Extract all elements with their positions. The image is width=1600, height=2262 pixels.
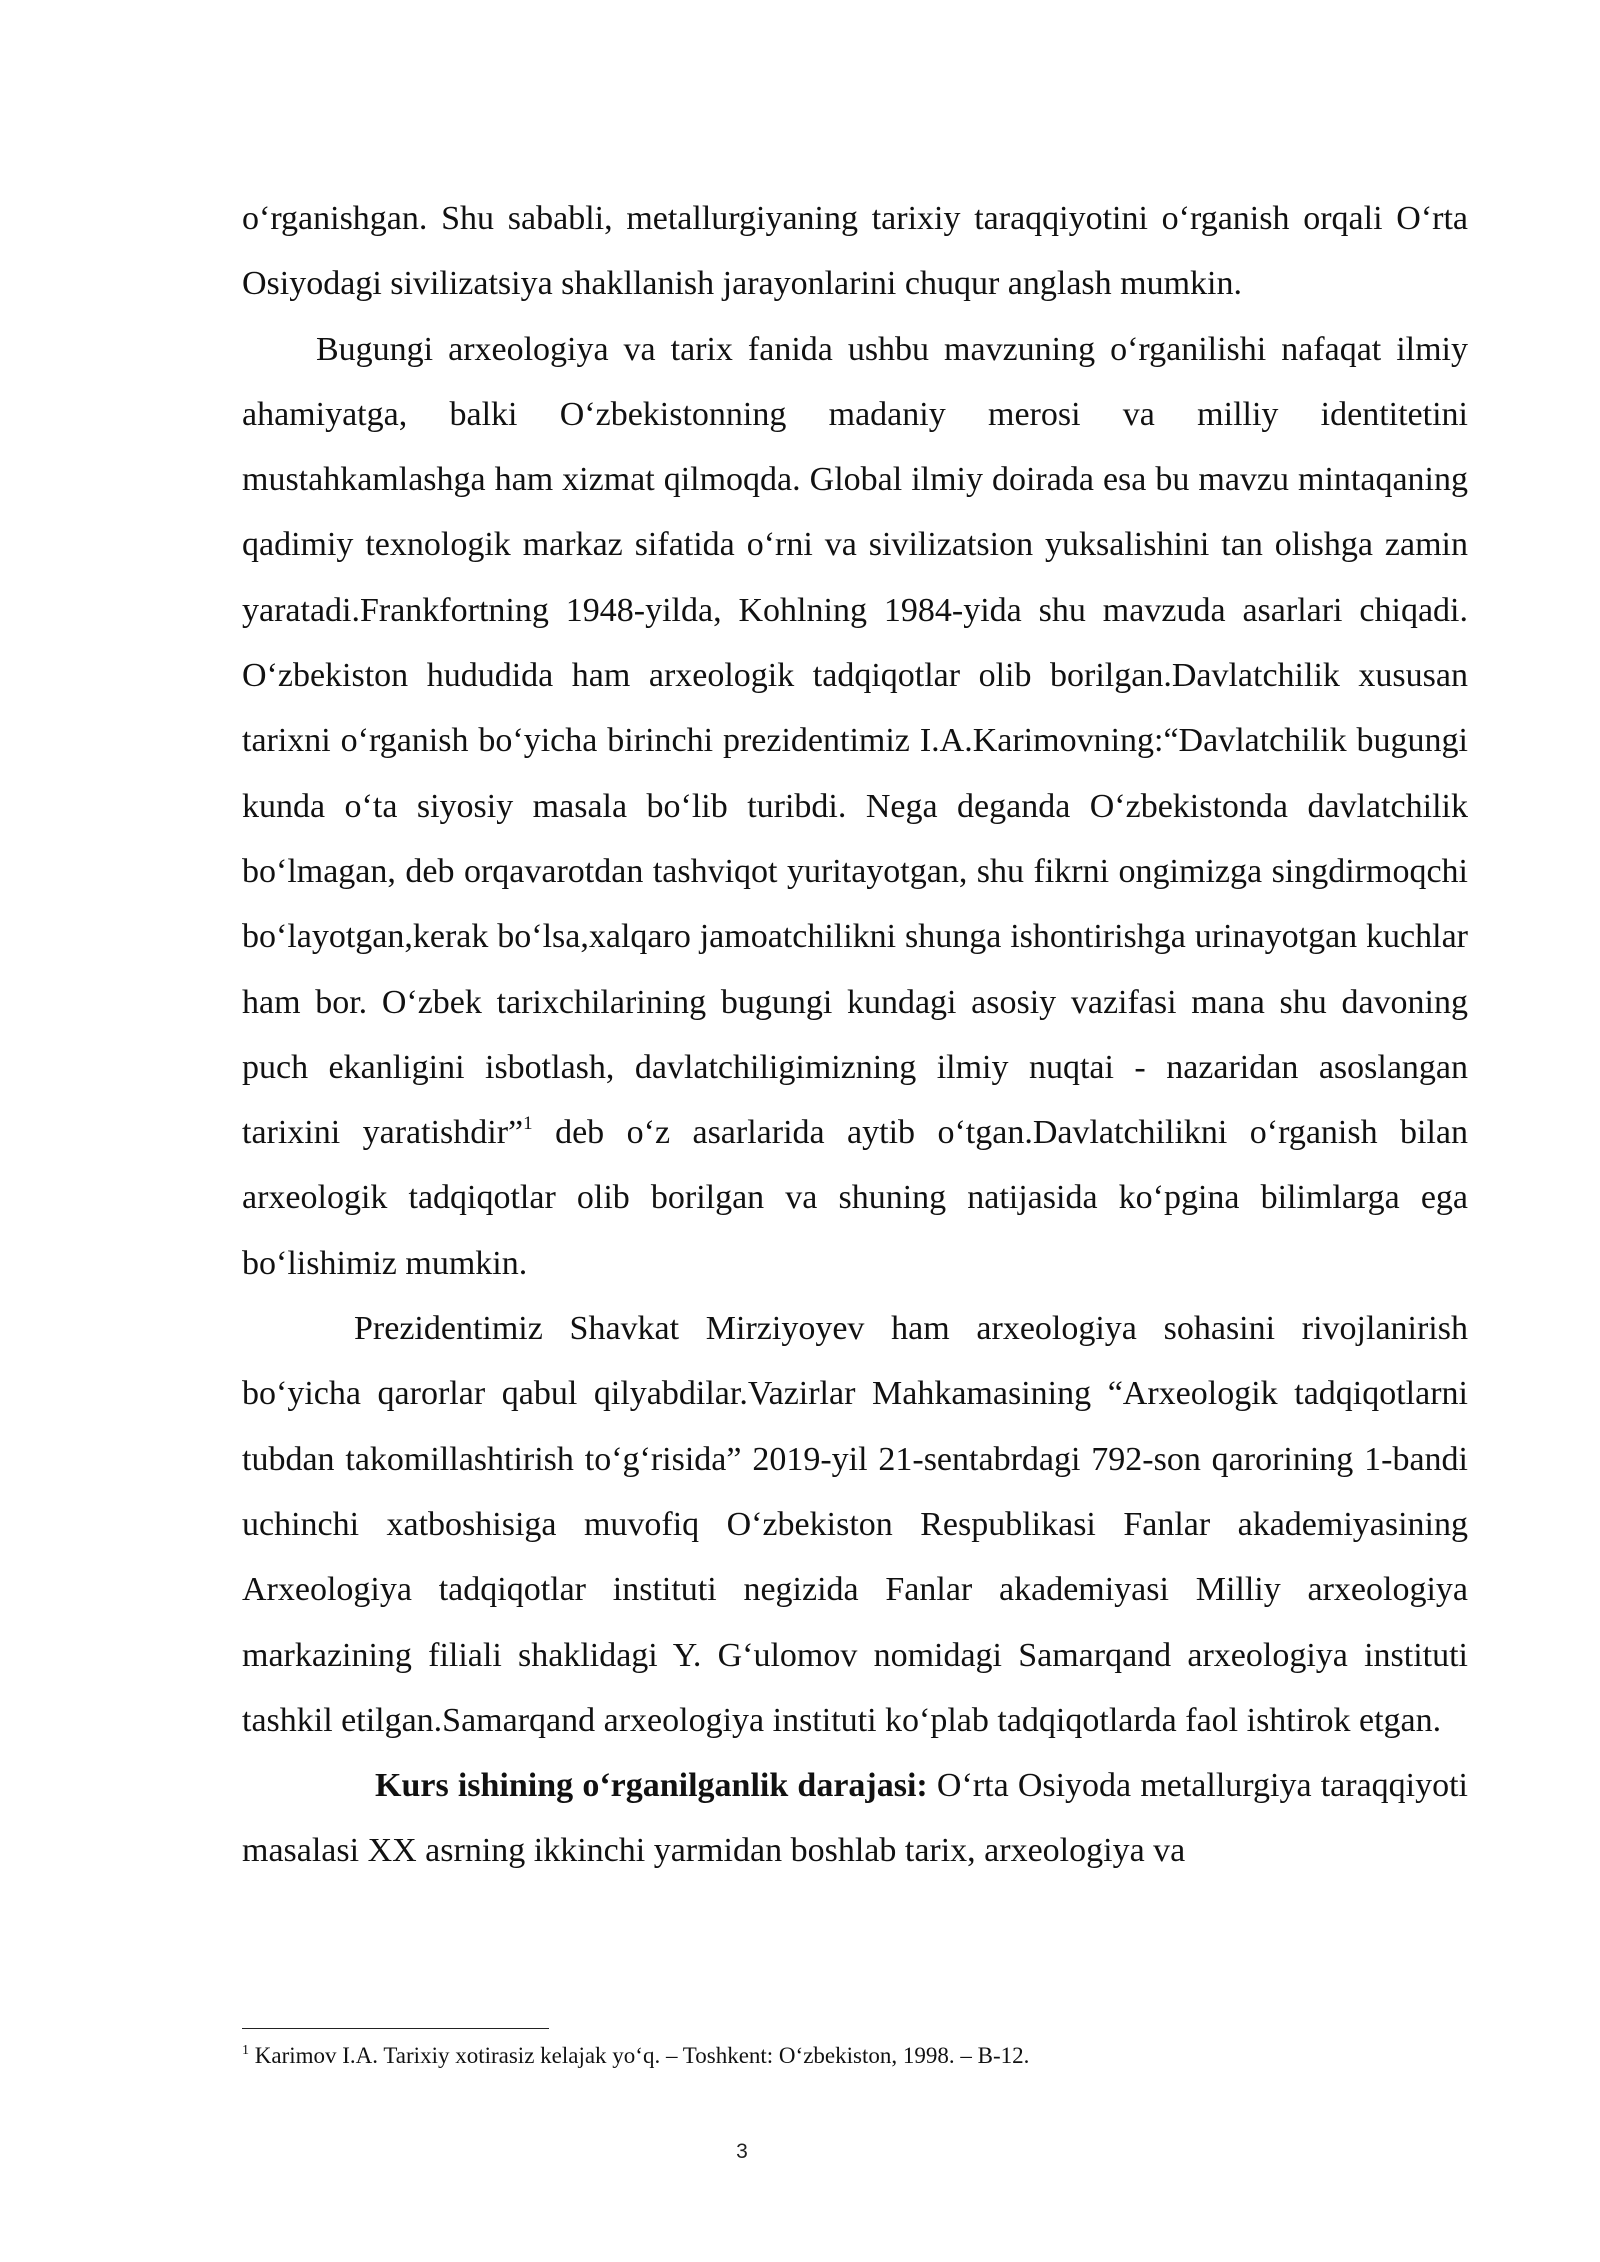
section-heading: Kurs ishining oʻrganilganlik darajasi: <box>375 1767 928 1805</box>
footnote-number: 1 <box>242 2043 249 2058</box>
footnote-reference: 1 <box>523 1113 533 1135</box>
paragraph-1: oʻrganishgan. Shu sababli, metallurgiyaning tarixiy taraqqiyotini oʻrganish orqali Oʻrta Osiyodagi sivilizatsiya shakllanish jarayonlarini chuqur anglash mumkin. <box>242 200 1468 303</box>
paragraph-2-tail: deb oʻz asarlarida aytib oʻtgan.Davlatchilikni oʻrganish bilan arxeologik tadqiqotlar olib borilgan va shuning natijasida koʻpgina bilimlarga ega boʻlishimiz mumkin. <box>242 1114 1469 1282</box>
footnote-separator <box>242 2028 549 2029</box>
paragraph-3: Prezidentimiz Shavkat Mirziyoyev ham arxeologiya sohasini rivojlanirish boʻyicha qarorlar qabul qilyabdilar.Vazirlar Mahkamasining “Arxeologik tadqiqotlarni tubdan takomillashtirish toʻgʻrisida” 2019-yil 21-sentabrdagi 792-son qarorining 1-bandi uchinchi xatboshisiga muvofiq Oʻzbekiston Respublikasi Fanlar akademiyasining Arxeologiya tadqiqotlar instituti negizida Fanlar akademiyasi Milliy arxeologiya markazining filiali shaklidagi Y. Gʻulomov nomidagi Samarqand arxeologiya instituti tashkil etilgan.Samarqand arxeologiya instituti koʻplab tadqiqotlarda faol ishtirok etgan. <box>242 1310 1468 1739</box>
paragraph-4-text: Oʻrta Osiyoda metallurgiya taraqqiyoti masalasi XX asrning ikkinchi yarmidan boshlab tarix, arxeologiya va <box>242 1767 1468 1870</box>
footnote <box>242 2041 1468 2071</box>
body-text <box>242 186 1468 1884</box>
page-number: 3 <box>736 2140 748 2163</box>
footnote-text: Karimov I.A. Tarixiy xotirasiz kelajak yoʻq. – Toshkent: Oʻzbekiston, 1998. – B-12. <box>249 2043 1030 2068</box>
paragraph-2-main: Bugungi arxeologiya va tarix fanida ushbu mavzuning oʻrganilishi nafaqat ilmiy ahamiyatga, balki Oʻzbekistonning madaniy merosi va milliy identitetini mustahkamlashga ham xizmat qilmoqda. Global ilmiy doirada esa bu mavzu mintaqaning qadimiy texnologik markaz sifatida oʻrni va sivilizatsion yuksalishini tan olishga zamin yaratadi.Frankfortning 1948-yilda, Kohlning 1984-yida shu mavzuda asarlari chiqadi. Oʻzbekiston hududida ham arxeologik tadqiqotlar olib borilgan.Davlatchilik xususan tarixni oʻrganish boʻyicha birinchi prezidentimiz I.A.Karimovning:“Davlatchilik bugungi kunda oʻta siyosiy masala boʻlib turibdi. Nega deganda Oʻzbekistonda davlatchilik boʻlmagan, deb orqavarotdan tashviqot yuritayotgan, shu fikrni ongimizga singdirmoqchi boʻlayotgan,kerak boʻlsa,xalqaro jamoatchilikni shunga ishontirishga urinayotgan kuchlar ham bor. Oʻzbek tarixchilarining bugungi kundagi asosiy vazifasi mana shu davoning puch ekanligini isbotlash, davlatchiligimizning ilmiy nuqtai - nazaridan asoslangan tarixini yaratishdir” <box>242 330 1468 1152</box>
paragraph-4 <box>242 1753 1468 1884</box>
paragraph-2 <box>242 317 1468 1296</box>
